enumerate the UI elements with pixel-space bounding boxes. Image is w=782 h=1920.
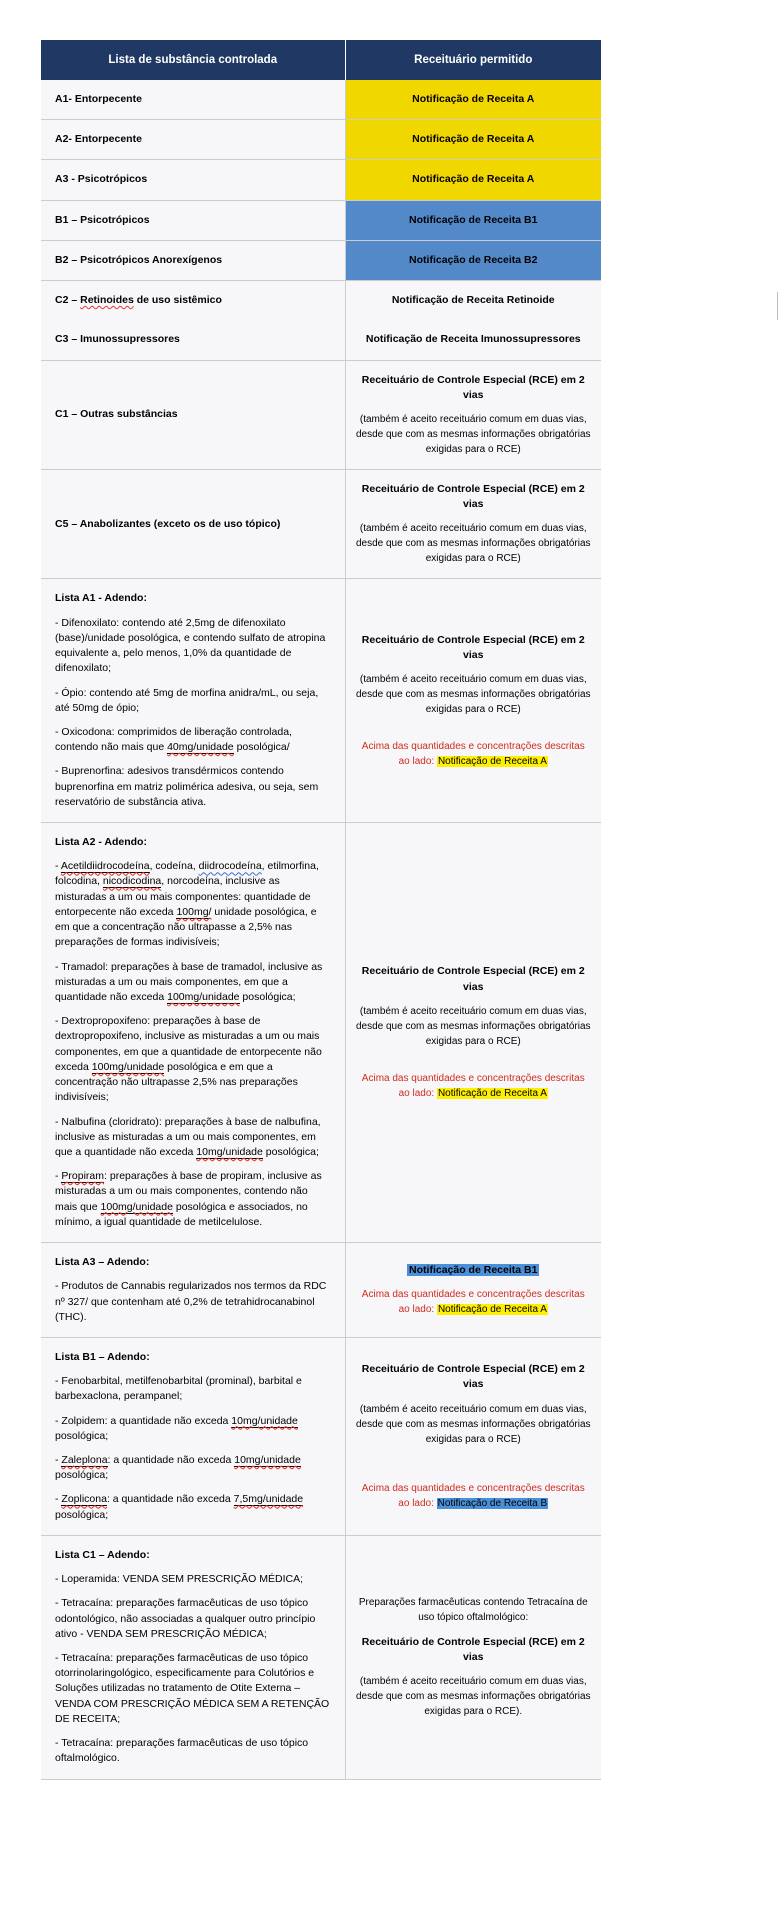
adendo-item: - Loperamida: VENDA SEM PRESCRIÇÃO MÉDICA; (55, 1573, 303, 1586)
prescription-type-cell: Notificação de Receita B2 (345, 240, 601, 280)
table-row (41, 1337, 601, 1535)
adendo-item: - Zoplicona: a quantidade não exceda 7,5mg/unidade posológica; (55, 1493, 304, 1521)
column-header-prescription-type: Receituário permitido (345, 40, 601, 80)
acima-note: Acima das quantidades e concentrações descritas ao lado: Notificação de Receita A (361, 1072, 585, 1099)
misspelled-word: Retinoides (80, 294, 134, 307)
misspelled-word: nicodicodina (102, 875, 162, 888)
adendo-item: - Oxicodona: comprimidos de liberação controlada, contendo não mais que 40mg/unidade posológica/ (55, 725, 292, 754)
highlight-notificacao-b: Notificação de Receita B (437, 1497, 548, 1509)
misspelled-word: 100mg/unidade (91, 1060, 165, 1073)
table-row (41, 240, 601, 280)
acima-note: Acima das quantidades e concentrações descritas ao lado: Notificação de Receita A (361, 740, 585, 767)
rce-heading: Receituário de Controle Especial (RCE) em 2 vias (361, 633, 585, 661)
adendo-item: - Tetracaína: preparações farmacêuticas de uso tópico otorrinolaringológico, especificamente para Colutórios e Soluções utilizadas no tratamento de Otite Externa – VENDA COM PRESCRIÇÃO MÉDICA SEM A RETENÇÃO DE RECEITA; (55, 1652, 330, 1725)
adendo-a3-cell (41, 1243, 345, 1338)
grammar-flagged-word: diidrocodeína (198, 860, 262, 873)
highlight-notificacao-a: Notificação de Receita A (437, 755, 547, 767)
prescription-type-cell: Notificação de Receita B1 (345, 200, 601, 240)
adendo-item: - Tetracaína: preparações farmacêuticas de uso tópico odontológico, não associadas a qualquer outro princípio ativo - VENDA SEM PRESCRIÇÃO MÉDICA; (55, 1597, 316, 1640)
adendo-item: - Produtos de Cannabis regularizados nos termos da RDC nº 327/ que contenham até 0,2% de tetrahidrocanabinol (THC). (55, 1280, 327, 1323)
rce-note: (também é aceito receituário comum em duas vias, desde que com as mesmas informações obrigatórias exigidas para o RCE) (355, 1005, 591, 1047)
table-body (41, 80, 601, 1779)
prescription-type-cell: Notificação de Receita Retinoide (345, 281, 601, 321)
adendo-item: - Zolpidem: a quantidade não exceda 10mg/unidade posológica; (55, 1414, 298, 1442)
controlled-substance-table (41, 40, 601, 1780)
substance-list-cell: A1- Entorpecente (41, 80, 345, 120)
table-row (41, 80, 601, 120)
substance-list-cell: C5 – Anabolizantes (exceto os de uso tópico) (41, 469, 345, 578)
misspelled-word: Zoplicona (61, 1493, 107, 1506)
column-header-substance-list: Lista de substância controlada (41, 40, 345, 80)
table-row (41, 120, 601, 160)
misspelled-word: 10mg/unidade (234, 1454, 301, 1467)
substance-list-cell: B1 – Psicotrópicos (41, 200, 345, 240)
c1-right-intro: Preparações farmacêuticas contendo Tetracaína de uso tópico oftalmológico: (358, 1597, 588, 1623)
prescription-type-cell (345, 823, 601, 1243)
misspelled-word: 100mg/unidade (100, 1200, 173, 1213)
table-row (41, 281, 601, 321)
misspelled-word: 7,5mg/unidade (233, 1493, 304, 1506)
rce-note: (também é aceito receituário comum em duas vias, desde que com as mesmas informações obrigatórias exigidas para o RCE) (355, 523, 591, 565)
misspelled-word: Propiram (61, 1170, 105, 1183)
adendo-item: - Zaleplona: a quantidade não exceda 10mg/unidade posológica; (55, 1454, 301, 1482)
misspelled-word: 10mg/unidade (196, 1145, 263, 1158)
table-row (41, 469, 601, 578)
adendo-b1-cell (41, 1337, 345, 1535)
table-row (41, 1535, 601, 1779)
rce-note: (também é aceito receituário comum em duas vias, desde que com as mesmas informações obrigatórias exigidas para o RCE) (355, 413, 591, 455)
prescription-type-cell: Notificação de Receita A (345, 120, 601, 160)
substance-list-cell: C2 – Retinoides de uso sistêmico (41, 281, 345, 321)
adendo-title: Lista A1 - Adendo: (55, 592, 147, 605)
substance-list-cell: C1 – Outras substâncias (41, 360, 345, 469)
prescription-type-cell (345, 360, 601, 469)
table-row (41, 360, 601, 469)
adendo-item: - Tetracaína: preparações farmacêuticas de uso tópico oftalmológico. (55, 1737, 309, 1765)
adendo-item: - Tramadol: preparações à base de tramadol, inclusive as misturadas a um ou mais componentes, em que a quantidade não exceda 100mg/unidade posológica; (55, 960, 323, 1003)
acima-note: Acima das quantidades e concentrações descritas ao lado: Notificação de Receita A (361, 1288, 585, 1315)
rce-heading: Receituário de Controle Especial (RCE) em 2 vias (361, 373, 585, 401)
adendo-a1-cell (41, 579, 345, 823)
table-row (41, 200, 601, 240)
substance-list-cell: C3 – Imunossupressores (41, 320, 345, 360)
table-row (41, 579, 601, 823)
misspelled-word: 10mg/unidade (231, 1414, 298, 1427)
table-row (41, 1243, 601, 1338)
misspelled-word: 100mg/ (176, 905, 212, 918)
prescription-type-cell (345, 469, 601, 578)
misspelled-word: Zaleplona (61, 1454, 108, 1467)
adendo-item: - Acetildiidrocodeína, codeína, diidrocodeína, etilmorfina, folcodina, nicodicodina, norcodeína, inclusive as misturadas a um ou mais componentes: quantidade de entorpecente não exceda 100mg/ unidade posológica, e em que a concentração não ultrapasse a 2,5% nas preparações de formas indivisíveis; (55, 860, 319, 949)
table-header (41, 40, 601, 80)
misspelled-word: 40mg/unidade (167, 741, 234, 754)
adendo-item: - Difenoxilato: contendo até 2,5mg de difenoxilato (base)/unidade posológica, e contendo sulfato de atropina equivalente a, pelo menos, 1,0% da quantidade de difenoxilato; (55, 616, 326, 675)
prescription-type-cell (345, 1535, 601, 1779)
rce-heading: Receituário de Controle Especial (RCE) em 2 vias (361, 965, 585, 993)
prescription-type-cell (345, 1337, 601, 1535)
prescription-type-cell: Notificação de Receita A (345, 160, 601, 200)
rce-note: (também é aceito receituário comum em duas vias, desde que com as mesmas informações obrigatórias exigidas para o RCE) (355, 1403, 591, 1445)
adendo-title: Lista C1 – Adendo: (55, 1548, 150, 1561)
table-row (41, 320, 601, 360)
adendo-item: - Buprenorfina: adesivos transdérmicos contendo buprenorfina em matriz polimérica adesiva, ou seja, sem reservatório de substância ativa. (55, 765, 319, 808)
substance-list-cell: B2 – Psicotrópicos Anorexígenos (41, 240, 345, 280)
adendo-title: Lista A2 - Adendo: (55, 836, 147, 849)
acima-note: Acima das quantidades e concentrações descritas ao lado: Notificação de Receita B (361, 1482, 585, 1509)
substance-list-cell: A2- Entorpecente (41, 120, 345, 160)
rce-heading: Receituário de Controle Especial (RCE) em 2 vias (361, 482, 585, 511)
adendo-item: - Fenobarbital, metilfenobarbital (prominal), barbital e barbexaclona, perampanel; (55, 1375, 302, 1403)
adendo-item: - Nalbufina (cloridrato): preparações à base de nalbufina, inclusive as misturadas a um ou mais componentes, em que a quantidade não exceda 10mg/unidade posológica; (55, 1115, 321, 1158)
rce-note: (também é aceito receituário comum em duas vias, desde que com as mesmas informações obrigatórias exigidas para o RCE) (355, 673, 591, 715)
highlight-notificacao-a: Notificação de Receita A (437, 1087, 547, 1099)
rce-heading: Receituário de Controle Especial (RCE) em 2 vias (361, 1363, 585, 1391)
prescription-type-cell: Notificação de Receita Imunossupressores (345, 320, 601, 360)
rce-note: (também é aceito receituário comum em duas vias, desde que com as mesmas informações obrigatórias exigidas para o RCE). (355, 1676, 591, 1718)
prescription-type-cell (345, 579, 601, 823)
misspelled-word: 100mg/unidade (167, 991, 240, 1003)
prescription-type-cell (345, 1243, 601, 1338)
table-header-row (41, 40, 601, 80)
scroll-tick-mark (777, 292, 778, 320)
table-row (41, 160, 601, 200)
adendo-item: - Ópio: contendo até 5mg de morfina anidra/mL, ou seja, até 50mg de ópio; (55, 686, 319, 714)
rce-heading: Receituário de Controle Especial (RCE) em 2 vias (361, 1636, 585, 1664)
prescription-type-cell: Notificação de Receita A (345, 80, 601, 120)
adendo-c1-cell (41, 1535, 345, 1779)
misspelled-word: Acetildiidrocodeína (60, 860, 150, 873)
table-row (41, 823, 601, 1243)
highlight-notificacao-b1: Notificação de Receita B1 (409, 1264, 538, 1277)
highlight-notificacao-a: Notificação de Receita A (437, 1303, 547, 1315)
adendo-a2-cell (41, 823, 345, 1243)
adendo-item: - Propiram: preparações à base de propiram, inclusive as misturadas a um ou mais componentes, contendo não mais que 100mg/unidade posológica e associados, no mínimo, a igual quantidade de metilcelulose. (55, 1170, 322, 1228)
adendo-title: Lista A3 – Adendo: (55, 1256, 150, 1269)
adendo-title: Lista B1 – Adendo: (55, 1350, 150, 1363)
adendo-item: - Dextropropoxifeno: preparações à base de dextropropoxifeno, inclusive as misturadas a um ou mais componentes, em que a quantidade de entorpecente não exceda 100mg/unidade posológica e em que a concentração não ultrapasse 2,5% nas preparações indivisíveis; (55, 1015, 322, 1104)
substance-list-cell: A3 - Psicotrópicos (41, 160, 345, 200)
